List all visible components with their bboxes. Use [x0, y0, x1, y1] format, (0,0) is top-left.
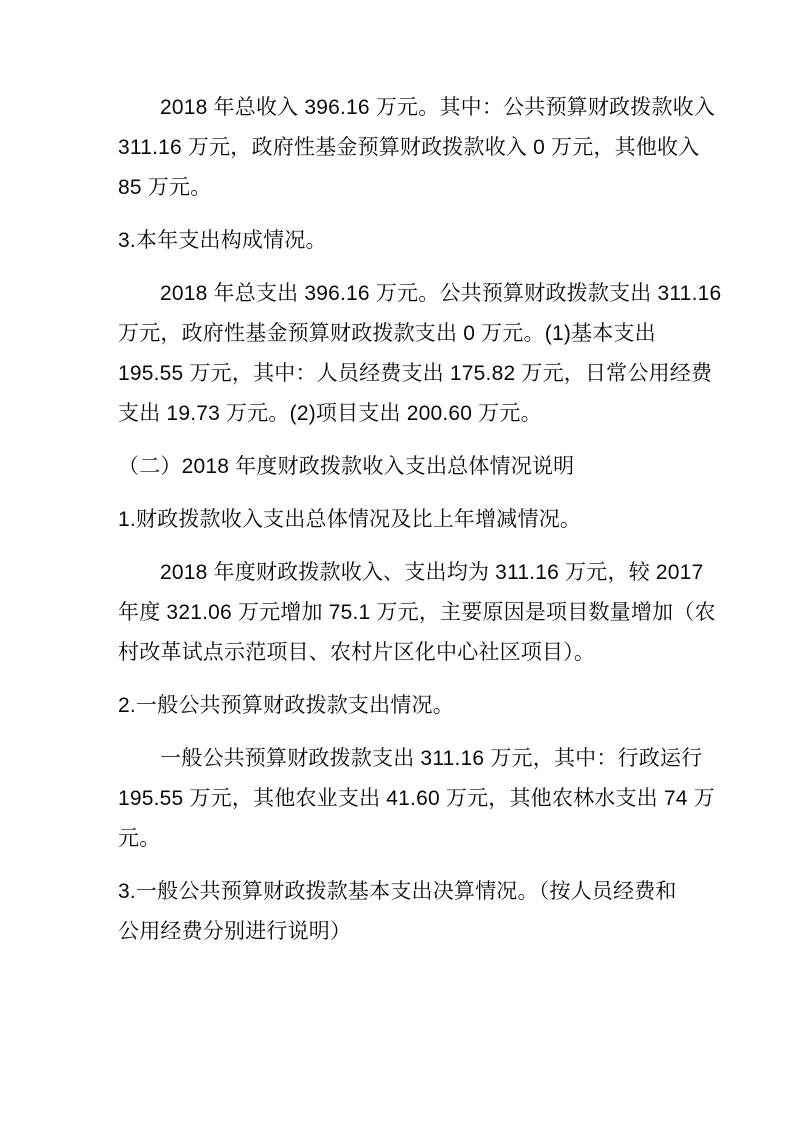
heading-2-general-public-budget-expenditure — [118, 686, 674, 726]
document-body — [118, 88, 722, 965]
text-line: 支出 19.73 万元。(2)项目支出 200.60 万元。 — [118, 402, 542, 425]
text-line: 311.16 万元，政府性基金预算财政拨款收入 0 万元，其他收入 — [118, 136, 700, 159]
text-line: 2018 年总收入 396.16 万元。其中：公共预算财政拨款收入 — [160, 96, 716, 119]
text-line: 一般公共预算财政拨款支出 311.16 万元，其中：行政运行 — [160, 747, 703, 770]
text-line: 公用经费分别进行说明） — [118, 920, 352, 943]
text-line: 2.一般公共预算财政拨款支出情况。 — [118, 694, 454, 717]
heading-1-overall-change-vs-last-year — [118, 500, 674, 540]
text-line: 3.一般公共预算财政拨款基本支出决算情况。（按人员经费和 — [118, 880, 677, 903]
text-line: 195.55 万元，其中：人员经费支出 175.82 万元，日常公用经费 — [118, 362, 713, 385]
text-line: 2018 年总支出 396.16 万元。公共预算财政拨款支出 311.16 — [160, 282, 722, 305]
para-general-public-budget-detail — [118, 739, 715, 859]
text-line: 元。 — [118, 827, 161, 850]
text-line: 年度 321.06 万元增加 75.1 万元，主要原因是项目数量增加（农 — [118, 601, 716, 624]
para-fiscal-appropriation-change — [118, 553, 716, 673]
text-line: 85 万元。 — [118, 176, 212, 199]
text-line: 2018 年度财政拨款收入、支出均为 311.16 万元，较 2017 — [160, 561, 704, 584]
text-line: 1.财政拨款收入支出总体情况及比上年增减情况。 — [118, 508, 582, 531]
para-2018-total-expenditure — [118, 274, 722, 434]
text-line: 村改革试点示范项目、农村片区化中心社区项目）。 — [118, 641, 596, 664]
text-line: （二）2018 年度财政拨款收入支出总体情况说明 — [118, 455, 575, 478]
heading-3-expenditure-composition — [118, 221, 674, 261]
text-line: 万元，政府性基金预算财政拨款支出 0 万元。(1)基本支出 — [118, 322, 656, 345]
text-line: 195.55 万元，其他农业支出 41.60 万元，其他农林水支出 74 万 — [118, 787, 715, 810]
text-line: 3.本年支出构成情况。 — [118, 229, 327, 252]
para-2018-total-income — [118, 88, 716, 208]
heading-3-basic-expenditure-final-accounts — [118, 872, 677, 952]
heading-section-two-fiscal-appropriation-overview — [118, 447, 674, 487]
